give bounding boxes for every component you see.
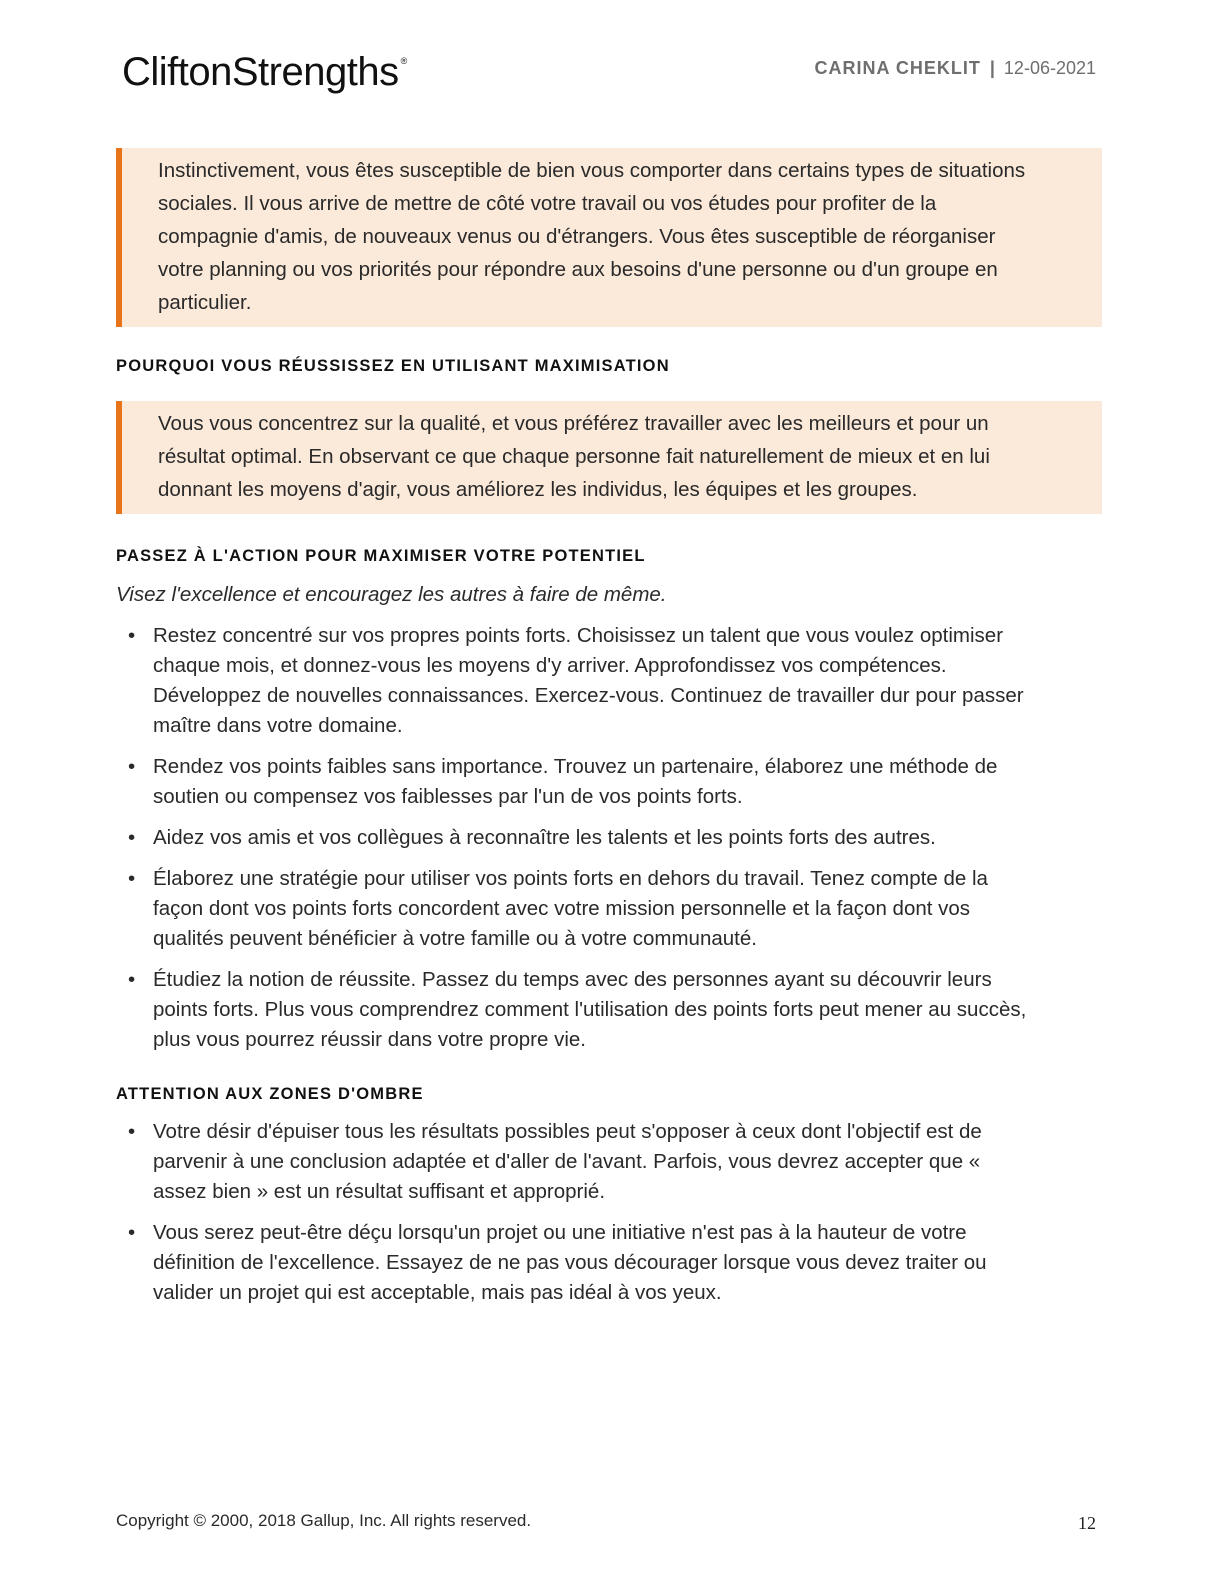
- callout-text: Instinctivement, vous êtes susceptible de bien vous comporter dans certains types de situations sociales. Il vous arrive de mettre de côté votre travail ou vos études pour profiter de la compagnie d'amis, de nouveaux venus ou d'étrangers. Vous êtes susceptible de réorganiser votre planning ou vos priorités pour répondre aux besoins d'une personne ou d'un groupe en particulier.: [158, 159, 1026, 314]
- action-intro: Visez l'excellence et encouragez les autres à faire de même.: [116, 583, 667, 606]
- list-item: • Aidez vos amis et vos collègues à reconnaître les talents et les points forts des autres.: [116, 823, 1036, 853]
- bullet-icon: •: [128, 826, 136, 849]
- list-item: • Élaborez une stratégie pour utiliser vos points forts en dehors du travail. Tenez compte de la façon dont vos points forts concordent avec votre mission personnelle et la façon dont vos qualités peuvent bénéficier à votre famille ou à votre communauté.: [116, 864, 1036, 954]
- action-list: [116, 621, 1036, 1066]
- heading-blind-spots: ATTENTION AUX ZONES D'OMBRE: [116, 1085, 424, 1103]
- registered-mark: ®: [400, 56, 407, 66]
- heading-why-succeed: POURQUOI VOUS RÉUSSISSEZ EN UTILISANT MAXIMISATION: [116, 357, 670, 375]
- logo-text: CliftonStrengths: [122, 50, 399, 94]
- heading-take-action: PASSEZ À L'ACTION POUR MAXIMISER VOTRE POTENTIEL: [116, 547, 646, 565]
- bullet-icon: •: [128, 624, 136, 647]
- bullet-icon: •: [128, 867, 136, 890]
- bullet-icon: •: [128, 755, 136, 778]
- list-item: • Rendez vos points faibles sans importance. Trouvez un partenaire, élaborez une méthode de soutien ou compensez vos faiblesses par l'un de vos points forts.: [116, 752, 1036, 812]
- bullet-icon: •: [128, 1120, 136, 1143]
- header-separator: |: [989, 58, 995, 78]
- report-date: 12-06-2021: [1003, 58, 1096, 78]
- copyright-notice: Copyright © 2000, 2018 Gallup, Inc. All rights reserved.: [116, 1511, 532, 1530]
- list-item: • Restez concentré sur vos propres points forts. Choisissez un talent que vous voulez optimiser chaque mois, et donnez-vous les moyens d'y arriver. Approfondissez vos compétences. Développez de nouvelles connaissances. Exercez-vous. Continuez de travailler dur pour passer maître dans votre domaine.: [116, 621, 1036, 741]
- callout-instinctive: [116, 148, 1102, 327]
- list-item: • Étudiez la notion de réussite. Passez du temps avec des personnes ayant su découvrir leurs points forts. Plus vous comprendrez comment l'utilisation des points forts peut mener au succès, plus vous pourrez réussir dans votre propre vie.: [116, 965, 1036, 1055]
- callout-text: Vous vous concentrez sur la qualité, et vous préférez travailler avec les meilleurs et pour un résultat optimal. En observant ce que chaque personne fait naturellement de mieux et en lui donnant les moyens d'agir, vous améliorez les individus, les équipes et les groupes.: [158, 412, 990, 501]
- list-item: • Votre désir d'épuiser tous les résultats possibles peut s'opposer à ceux dont l'objectif est de parvenir à une conclusion adaptée et d'aller de l'avant. Parfois, vous devrez accepter que « assez bien » est un résultat suffisant et approprié.: [116, 1117, 1036, 1207]
- person-name: CARINA CHEKLIT: [814, 58, 981, 78]
- callout-why-succeed: [116, 401, 1102, 514]
- page-number: 12: [1078, 1513, 1096, 1533]
- clifton-strengths-logo: [122, 50, 407, 95]
- bullet-icon: •: [128, 968, 136, 991]
- list-item: • Vous serez peut-être déçu lorsqu'un projet ou une initiative n'est pas à la hauteur de votre définition de l'excellence. Essayez de ne pas vous décourager lorsque vous devez traiter ou valider un projet qui est acceptable, mais pas idéal à vos yeux.: [116, 1218, 1036, 1308]
- bullet-icon: •: [128, 1221, 136, 1244]
- blind-spots-list: [116, 1117, 1036, 1319]
- report-header-info: [815, 58, 1096, 79]
